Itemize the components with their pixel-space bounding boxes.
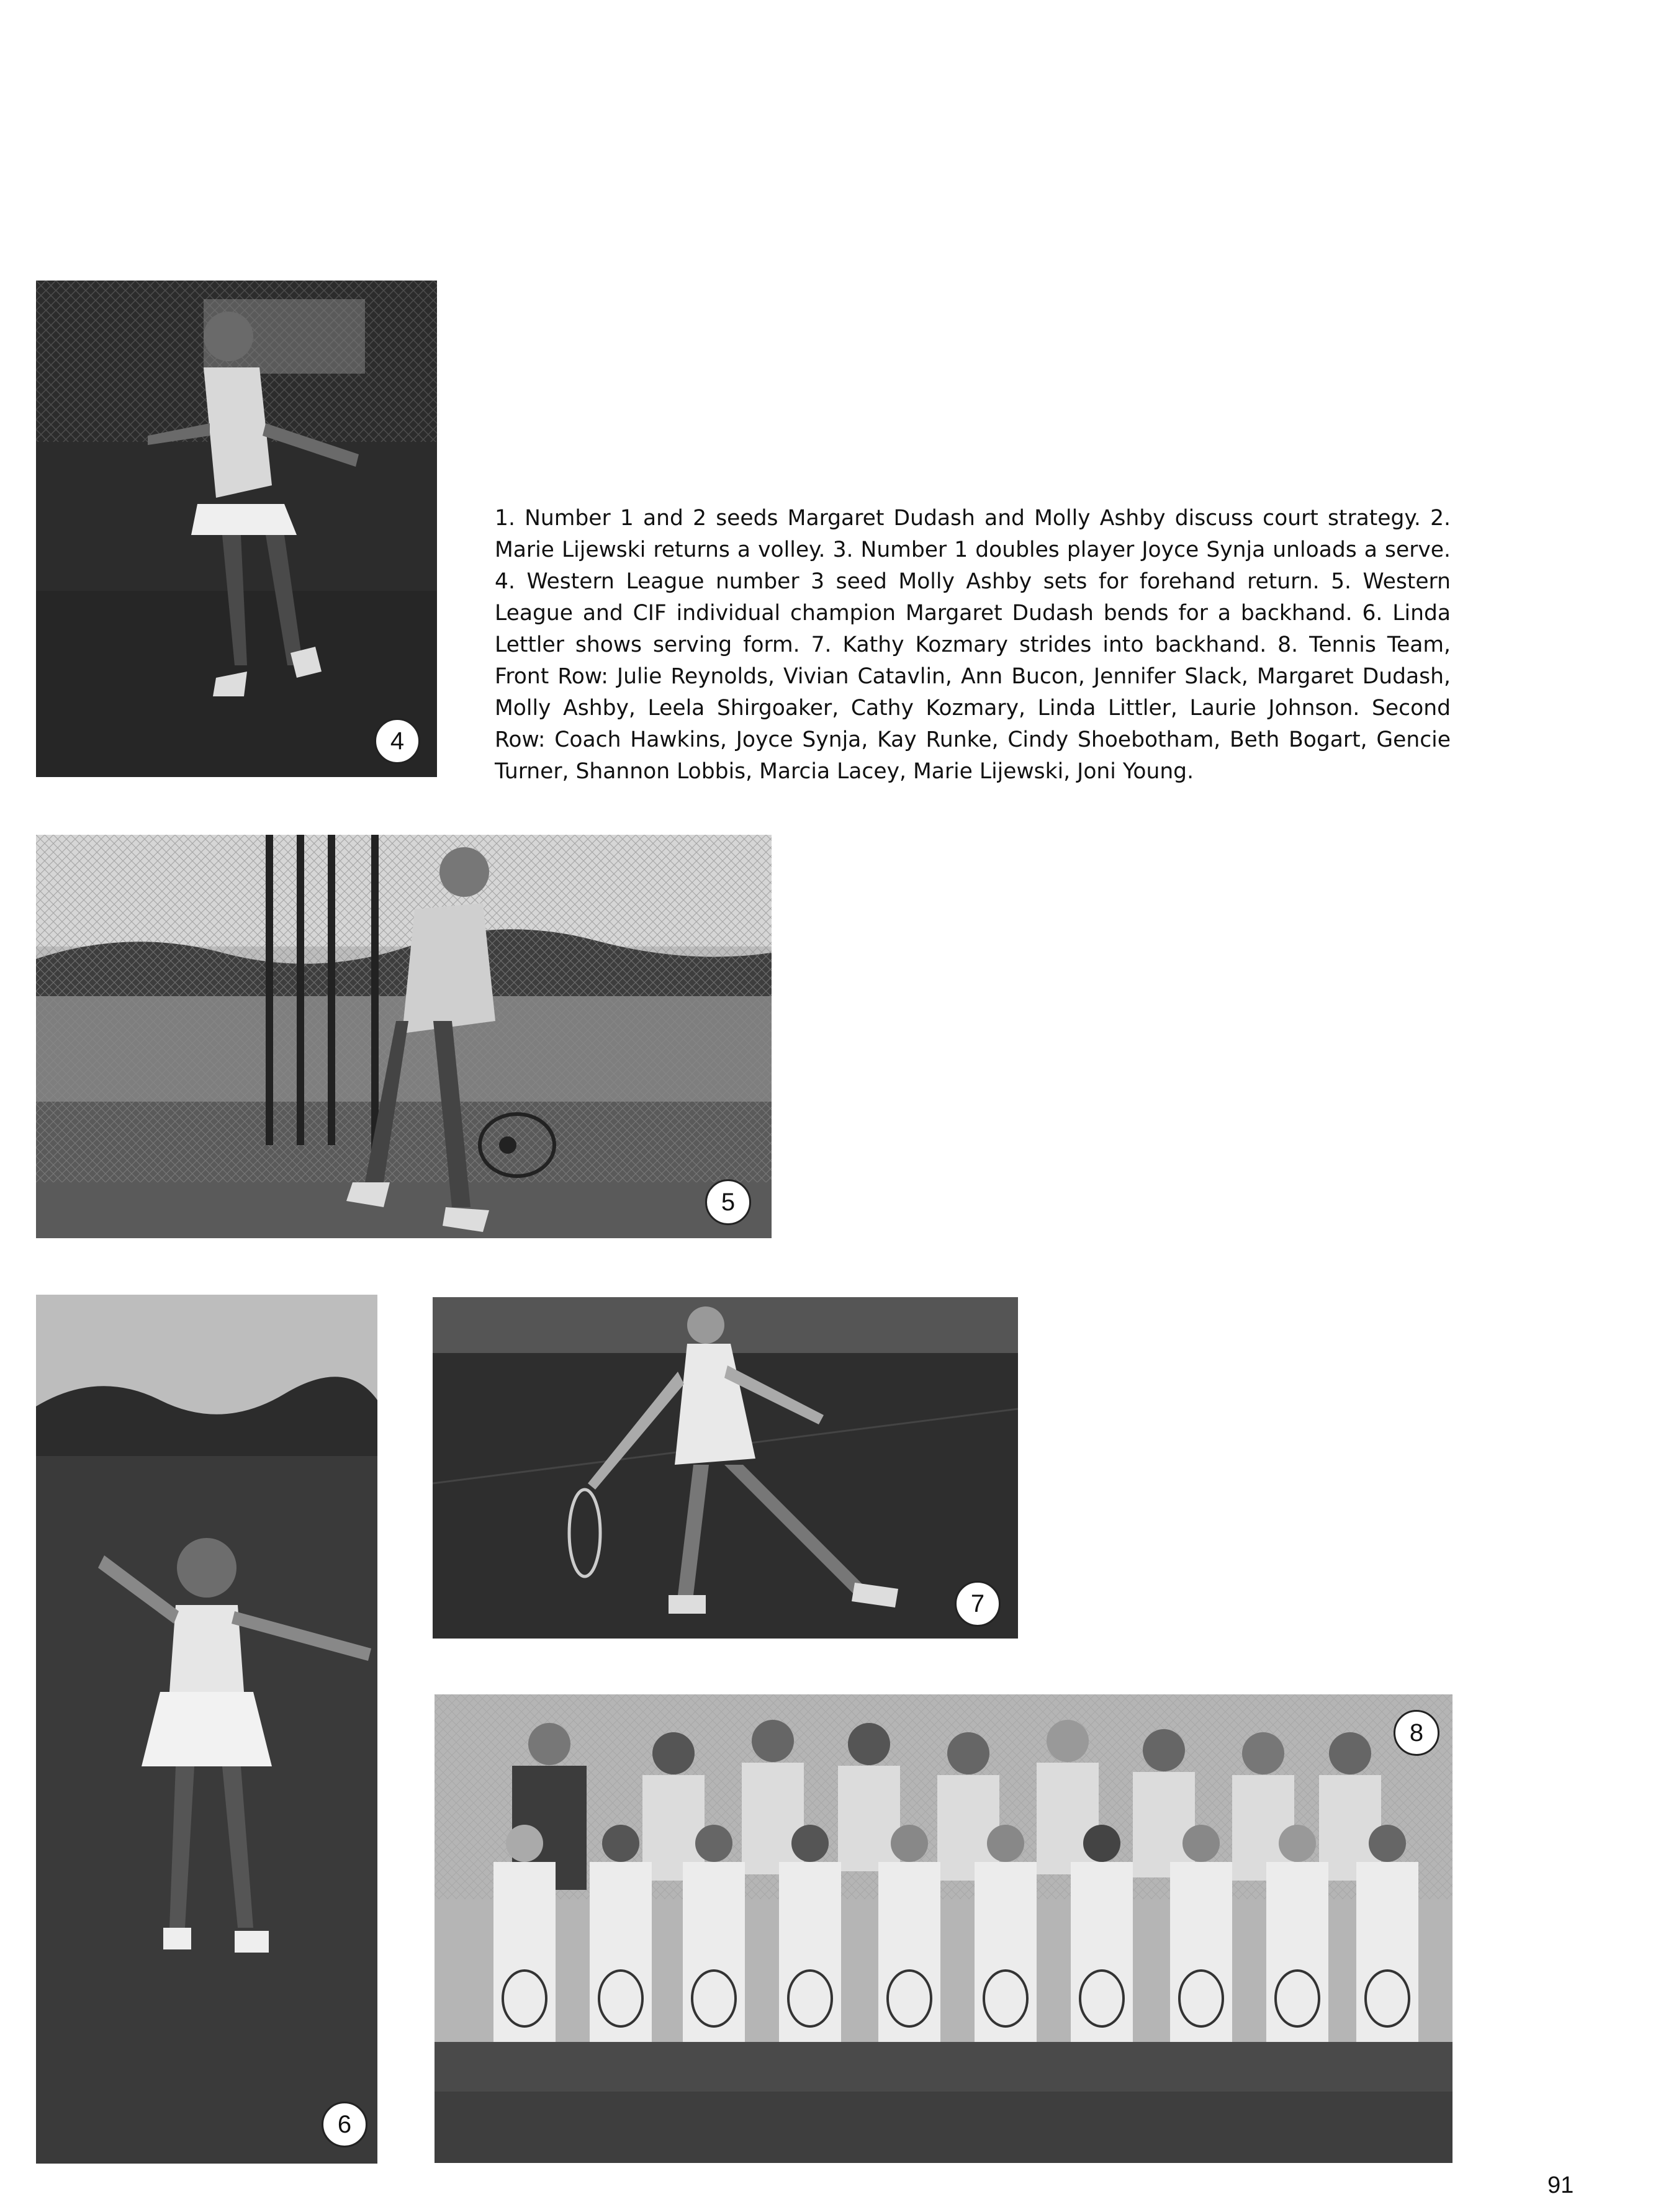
photo-5 (36, 835, 772, 1238)
photo-number-badge: 7 (955, 1581, 1001, 1627)
photo-caption: 1. Number 1 and 2 seeds Margaret Dudash and Molly Ashby discuss court strategy. 2. Marie Lijewski returns a volley. 3. Number 1 doubles player Joyce Synja unloads a serve. 4. Western League number 3 seed Molly Ashby sets for forehand return. 5. Western League and CIF individual champion Margaret Dudash bends for a backhand. 6. Linda Lettler shows serving form. 7. Kathy Kozmary strides into backhand. 8. Tennis Team, Front Row: Julie Reynolds, Vivian Catavlin, Ann Bucon, Jennifer Slack, Margaret Dudash, Molly Ashby, Leela Shirgoaker, Cathy Kozmary, Linda Littler, Laurie Johnson. Second Row: Coach Hawkins, Joyce Synja, Kay Runke, Cindy Shoebotham, Beth Bogart, Gencie Turner, Shannon Lobbis, Marcia Lacey, Marie Lijewski, Joni Young. (495, 506, 1451, 784)
photo-7 (433, 1297, 1018, 1639)
photo-4 (36, 281, 437, 777)
photo-number-badge: 6 (322, 2102, 367, 2147)
photo-number-badge: 5 (705, 1179, 751, 1225)
photo-6 (36, 1295, 377, 2164)
photo-number-badge: 4 (374, 718, 420, 764)
photo-8 (435, 1694, 1453, 2163)
page-number: 91 (1547, 2172, 1574, 2198)
photo-number-badge: 8 (1394, 1710, 1439, 1756)
